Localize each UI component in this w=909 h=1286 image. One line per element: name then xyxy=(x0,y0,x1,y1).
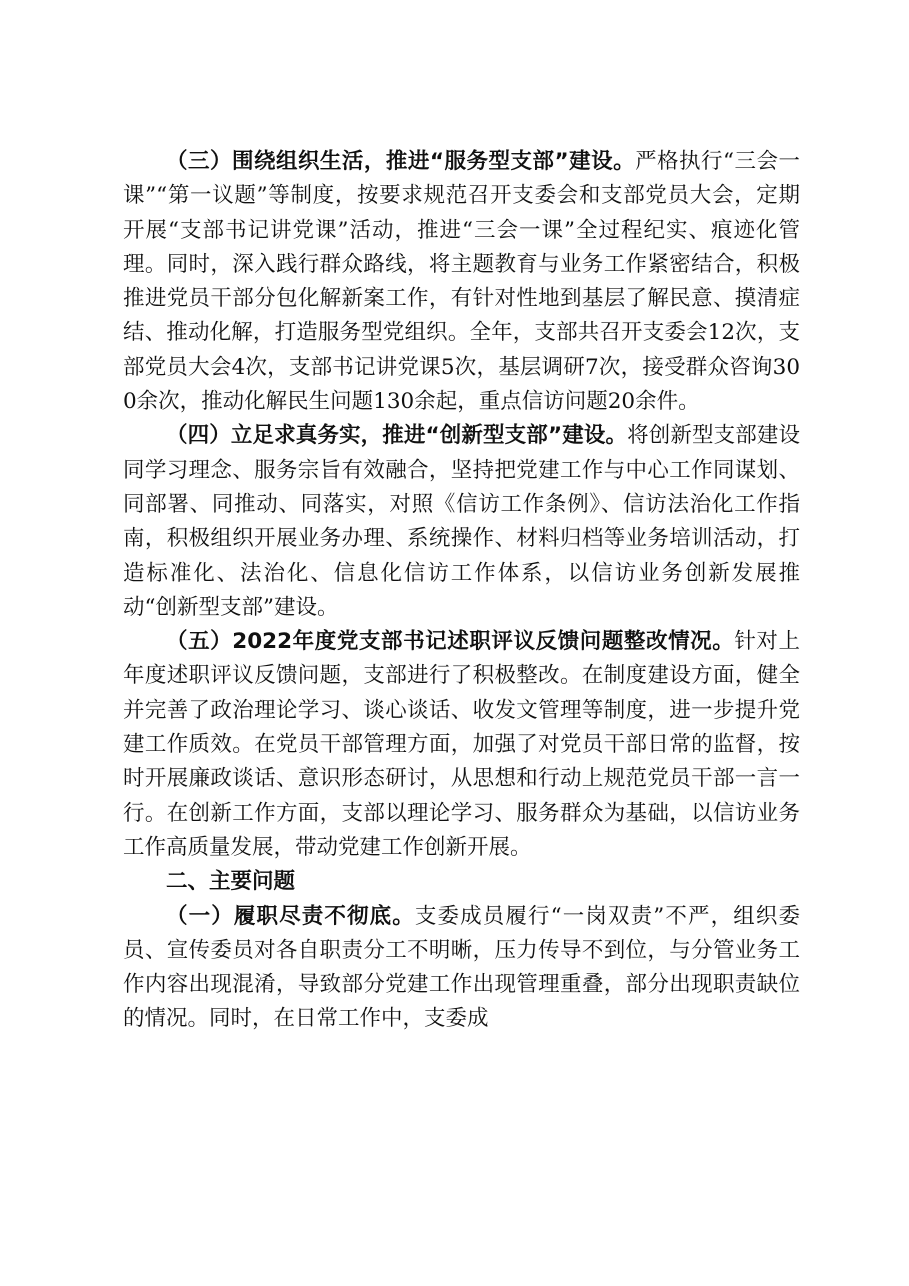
paragraph-body: 将创新型支部建设同学习理念、服务宗旨有效融合，坚持把党建工作与中心工作同谋划、同部署、同推动、同落实，对照《信访工作条例》、信访法治化工作指南，积极组织开展业务办理、系统操作、材料归档等业务培训活动，打造标准化、法治化、信息化信访工作体系，以信访业务创新发展推动“创新型支部”建设。 xyxy=(123,423,800,620)
paragraph-innovative-branch xyxy=(123,419,800,625)
paragraph-lead: （四）立足求真务实，推进“创新型支部”建设。 xyxy=(166,423,628,449)
paragraph-duty-fulfillment xyxy=(123,900,800,1037)
section-heading-main-problems: 二、主要问题 xyxy=(166,869,296,895)
paragraph-body: 支委成员履行“一岗双责”不严，组织委员、宣传委员对各自职责分工不明晰，压力传导不到位，与分管业务工作内容出现混淆，导致部分党建工作出现管理重叠，部分出现职责缺位的情况。同时，在日常工作中，支委成 xyxy=(123,903,800,1032)
paragraph-service-branch xyxy=(123,145,800,419)
paragraph-body: 针对上年度述职评议反馈问题，支部进行了积极整改。在制度建设方面，健全并完善了政治理论学习、谈心谈话、收发文管理等制度，进一步提升党建工作质效。在党员干部管理方面，加强了对党员干部日常的监督，按时开展廉政谈话、意识形态研讨，从思想和行动上规范党员干部一言一行。在创新工作方面，支部以理论学习、服务群众为基础，以信访业务工作高质量发展，带动党建工作创新开展。 xyxy=(123,629,800,860)
document-page xyxy=(123,145,800,1037)
paragraph-rectification xyxy=(123,625,800,865)
paragraph-body: 严格执行“三会一课”“第一议题”等制度，按要求规范召开支委会和支部党员大会，定期开展“支部书记讲党课”活动，推进“三会一课”全过程纪实、痕迹化管理。同时，深入践行群众路线，将主题教育与业务工作紧密结合，积极推进党员干部分包化解新案工作，有针对性地到基层了解民意、摸清症结、推动化解，打造服务型党组织。全年，支部共召开支委会12次，支部党员大会4次，支部书记讲党课5次，基层调研7次，接受群众咨询300余次，推动化解民生问题130余起，重点信访问题20余件。 xyxy=(123,149,800,415)
paragraph-lead: （三）围绕组织生活，推进“服务型支部”建设。 xyxy=(166,149,636,174)
paragraph-lead: （五）2022年度党支部书记述职评议反馈问题整改情况。 xyxy=(166,629,735,655)
paragraph-lead: （一）履职尽责不彻底。 xyxy=(166,903,415,929)
